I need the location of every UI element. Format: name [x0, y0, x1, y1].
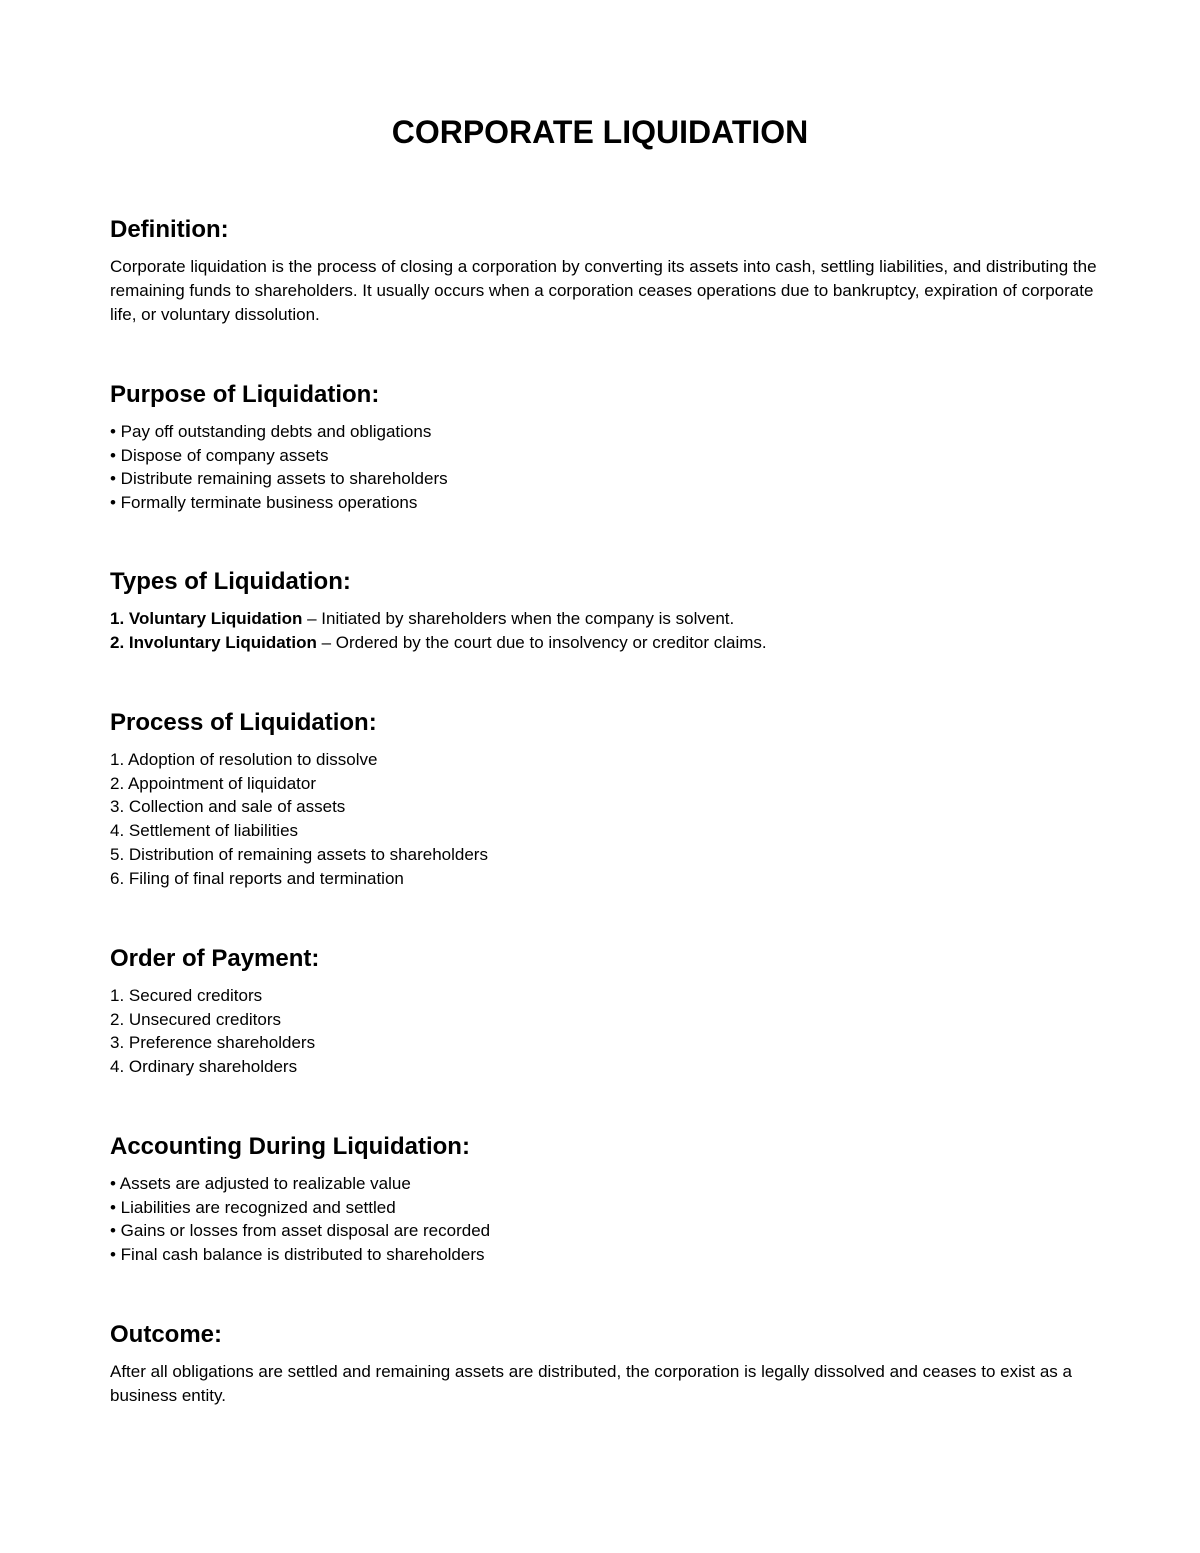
accounting-heading: Accounting During Liquidation: — [110, 1133, 470, 1160]
type-term: 2. Involuntary Liquidation — [110, 632, 317, 652]
purpose-heading: Purpose of Liquidation: — [110, 381, 380, 408]
list-item: 2. Appointment of liquidator — [110, 773, 317, 793]
list-item: • Pay off outstanding debts and obligations — [110, 422, 432, 441]
list-item: 6. Filing of final reports and termination — [110, 868, 404, 888]
type-description: – Ordered by the court due to insolvency or creditor claims. — [316, 632, 767, 652]
process-heading: Process of Liquidation: — [110, 709, 377, 736]
outcome-body: After all obligations are settled and remaining assets are distributed, the corporation is legally dissolved and ceases to exist as a business entity. — [110, 1362, 1072, 1405]
type-term: 1. Voluntary Liquidation — [110, 609, 303, 628]
list-item: 5. Distribution of remaining assets to shareholders — [110, 844, 488, 864]
type-description: – Initiated by shareholders when the company is solvent. — [302, 609, 735, 628]
list-item: 4. Settlement of liabilities — [110, 821, 299, 841]
payment-heading: Order of Payment: — [110, 945, 320, 972]
list-item: • Liabilities are recognized and settled — [110, 1197, 396, 1217]
list-item — [110, 631, 1100, 655]
list-item: • Dispose of company assets — [110, 445, 329, 465]
accounting-list — [110, 1172, 1100, 1267]
section-accounting — [110, 1132, 1100, 1267]
section-order-of-payment — [110, 944, 1100, 1079]
section-types — [110, 567, 1100, 654]
outcome-heading: Outcome: — [110, 1321, 223, 1348]
list-item: • Assets are adjusted to realizable value — [110, 1174, 411, 1193]
list-item: 1. Adoption of resolution to dissolve — [110, 750, 378, 769]
list-item: • Formally terminate business operations — [110, 493, 418, 513]
list-item — [110, 607, 1100, 631]
list-item: • Gains or losses from asset disposal are recorded — [110, 1221, 491, 1241]
section-definition — [110, 215, 1100, 327]
list-item: 4. Ordinary shareholders — [110, 1057, 298, 1077]
list-item: 2. Unsecured creditors — [110, 1009, 282, 1029]
payment-list — [110, 984, 1100, 1079]
list-item: • Distribute remaining assets to shareholders — [110, 469, 448, 489]
list-item: 3. Collection and sale of assets — [110, 797, 346, 817]
definition-body: Corporate liquidation is the process of closing a corporation by converting its assets into cash, settling liabilities, and distributing the remaining funds to shareholders. It usually occurs when a corporation ceases operations due to bankruptcy, expiration of corporate life, or voluntary dissolution. — [110, 257, 1097, 324]
list-item: 3. Preference shareholders — [110, 1033, 316, 1053]
types-heading: Types of Liquidation: — [110, 568, 351, 595]
purpose-list — [110, 420, 1100, 515]
section-outcome — [110, 1320, 1100, 1408]
definition-heading: Definition: — [110, 216, 229, 243]
types-list — [110, 607, 1100, 654]
process-list — [110, 748, 1100, 890]
section-process — [110, 708, 1100, 890]
document-title: CORPORATE LIQUIDATION — [391, 114, 809, 150]
list-item: 1. Secured creditors — [110, 986, 263, 1005]
section-purpose — [110, 380, 1100, 515]
list-item: • Final cash balance is distributed to shareholders — [110, 1245, 485, 1265]
